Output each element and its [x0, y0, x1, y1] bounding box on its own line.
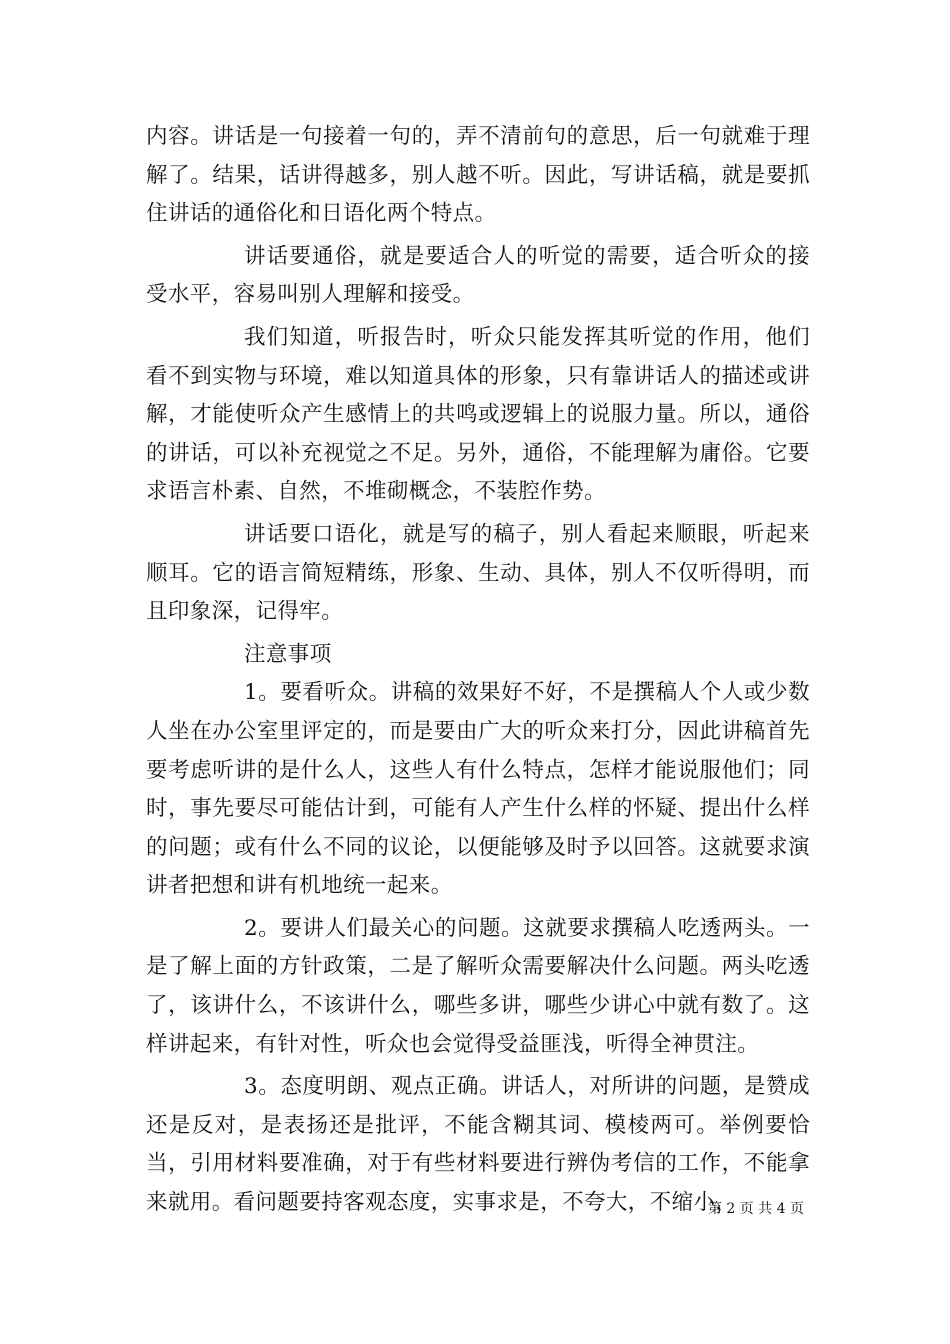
page-number-footer: 第 2 页 共 4 页: [707, 1201, 804, 1217]
document-body: [146, 118, 810, 1223]
paragraph-note-2: 2。要讲人们最关心的问题。这就要求撰稿人吃透两头。一是了解上面的方针政策，二是了解听众需要解决什么问题。两头吃透了，该讲什么，不该讲什么，哪些多讲，哪些少讲心中就有数了。这样讲起来，有针对性，听众也会觉得受益匪浅，听得全神贯注。: [146, 915, 810, 1057]
paragraph-colloquial: 讲话要口语化，就是写的稿子，别人看起来顺眼，听起来顺耳。它的语言简短精练，形象、生动、具体，别人不仅听得明，而且印象深，记得牢。: [146, 521, 810, 625]
paragraph-note-3: 3。态度明朗、观点正确。讲话人，对所讲的问题，是赞成还是反对，是表扬还是批评，不能含糊其词、模棱两可。举例要恰当，引用材料要准确，对于有些材料要进行辨伪考信的工作，不能拿来就用。看问题要持客观态度，实事求是，不夸大，不缩小，: [146, 1074, 810, 1216]
paragraph-listening: 我们知道，听报告时，听众只能发挥其听觉的作用，他们看不到实物与环境，难以知道具体的形象，只有靠讲话人的描述或讲解，才能使听众产生感情上的共鸣或逻辑上的说服力量。所以，通俗的讲话，可以补充视觉之不足。另外，通俗，不能理解为庸俗。它要求语言朴素、自然，不堆砌概念，不装腔作势。: [146, 324, 810, 505]
section-heading-notes: 注意事项: [244, 641, 332, 667]
paragraph-continuation: 内容。讲话是一句接着一句的，弄不清前句的意思，后一句就难于理解了。结果，话讲得越多，别人越不听。因此，写讲话稿，就是要抓住讲话的通俗化和日语化两个特点。: [146, 124, 810, 227]
paragraph-note-1: 1。要看听众。讲稿的效果好不好，不是撰稿人个人或少数人坐在办公室里评定的，而是要由广大的听众来打分，因此讲稿首先要考虑听讲的是什么人，这些人有什么特点，怎样才能说服他们；同时，事先要尽可能估计到，可能有人产生什么样的怀疑、提出什么样的问题；或有什么不同的议论，以便能够及时予以回答。这就要求演讲者把想和讲有机地统一起来。: [146, 680, 810, 899]
paragraph-plain-speech: 讲话要通俗，就是要适合人的听觉的需要，适合听众的接受水平，容易叫别人理解和接受。: [146, 243, 810, 308]
